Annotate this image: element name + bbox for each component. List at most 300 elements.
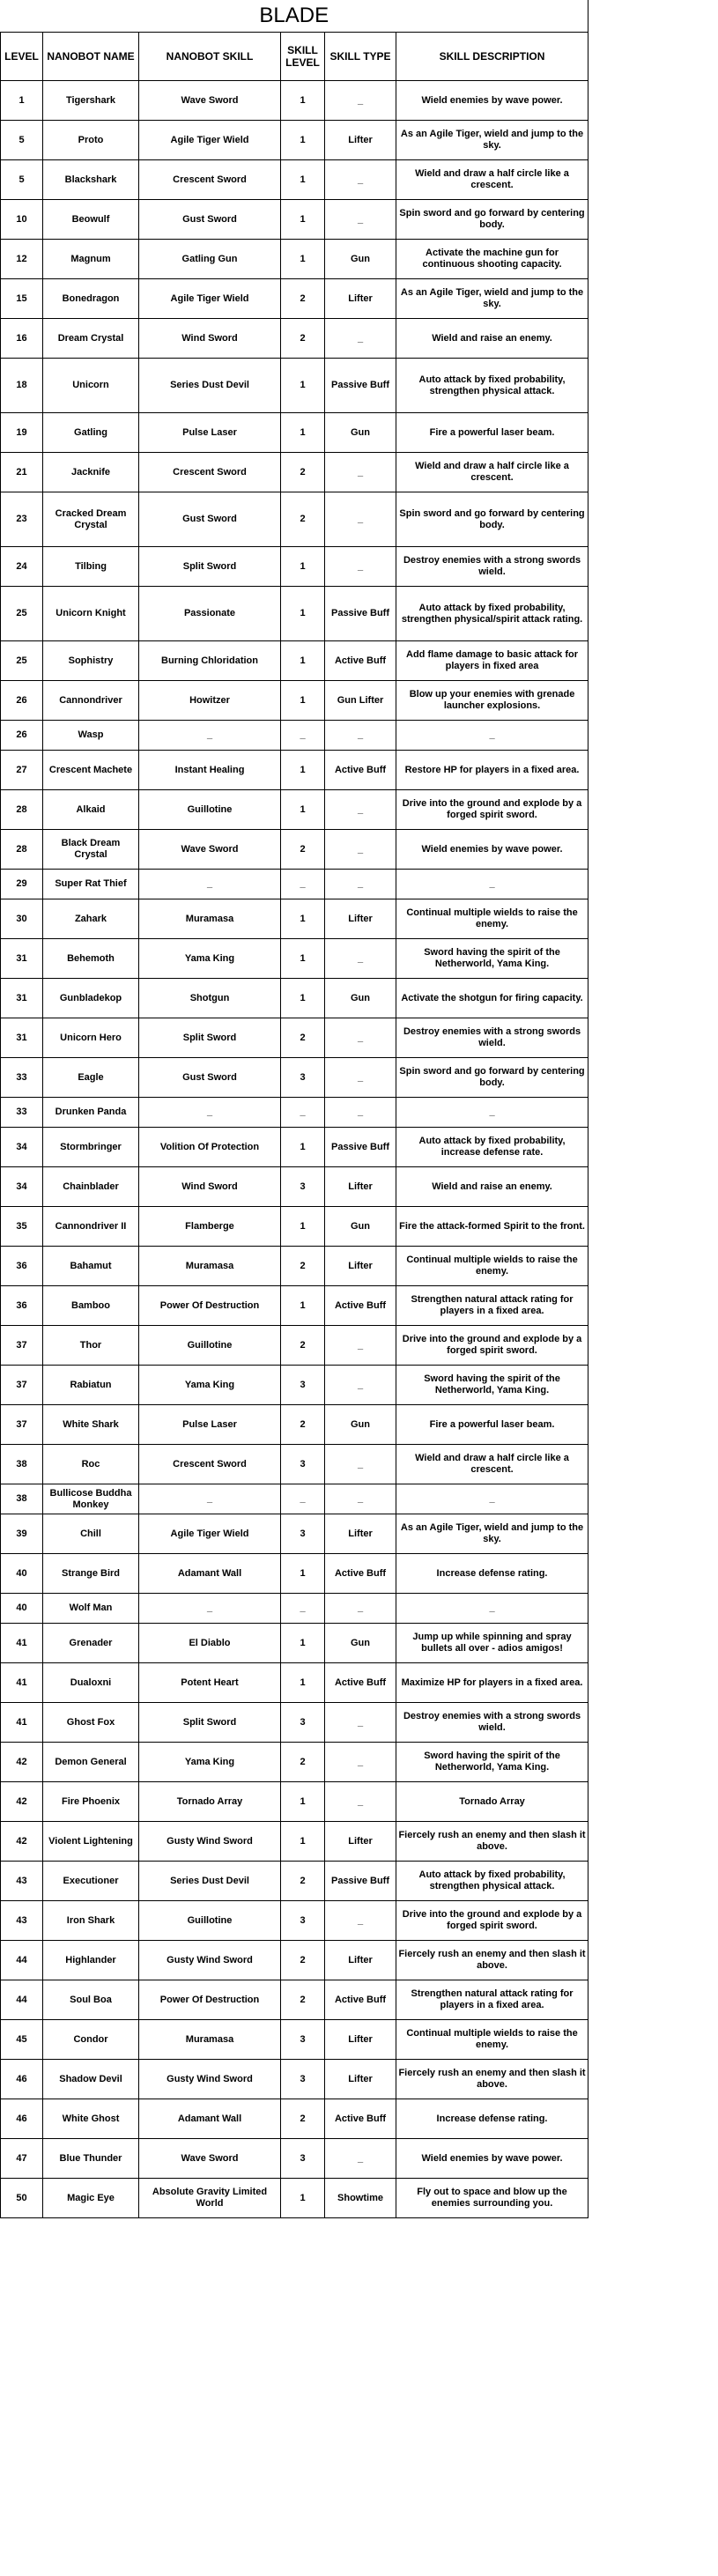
cell-nanobot-skill: El Diablo	[139, 1624, 281, 1663]
table-row	[1, 2060, 588, 2099]
cell-nanobot-skill: _	[139, 870, 281, 899]
cell-nanobot-skill: Split Sword	[139, 547, 281, 587]
table-row	[1, 830, 588, 870]
cell-skill-level: 1	[281, 1554, 325, 1594]
cell-skill-level: 3	[281, 2020, 325, 2060]
cell-nanobot-skill: Crescent Sword	[139, 453, 281, 492]
cell-skill-description: Auto attack by fixed probability, strengthen physical/spirit attack rating.	[396, 587, 588, 641]
cell-skill-level: 2	[281, 1247, 325, 1286]
cell-skill-description: Sword having the spirit of the Netherworld, Yama King.	[396, 1366, 588, 1405]
cell-level: 42	[1, 1782, 43, 1822]
cell-skill-type: _	[325, 1901, 396, 1941]
cell-nanobot-skill: Pulse Laser	[139, 1405, 281, 1445]
cell-skill-type: Passive Buff	[325, 587, 396, 641]
cell-nanobot-skill: Split Sword	[139, 1703, 281, 1743]
cell-nanobot-name: Ghost Fox	[43, 1703, 139, 1743]
cell-nanobot-skill: Muramasa	[139, 1247, 281, 1286]
cell-nanobot-name: Super Rat Thief	[43, 870, 139, 899]
cell-level: 40	[1, 1554, 43, 1594]
cell-skill-type: Lifter	[325, 1941, 396, 1980]
cell-skill-description: Drive into the ground and explode by a forged spirit sword.	[396, 1901, 588, 1941]
cell-nanobot-skill: Volition Of Protection	[139, 1128, 281, 1167]
cell-skill-description: Strengthen natural attack rating for players in a fixed area.	[396, 1286, 588, 1326]
cell-nanobot-skill: Muramasa	[139, 2020, 281, 2060]
cell-nanobot-skill: Power Of Destruction	[139, 1980, 281, 2020]
cell-nanobot-skill: Adamant Wall	[139, 2099, 281, 2139]
cell-nanobot-name: Thor	[43, 1326, 139, 1366]
table-body	[1, 81, 588, 2218]
cell-level: 33	[1, 1098, 43, 1128]
cell-skill-type: _	[325, 547, 396, 587]
cell-skill-type: Active Buff	[325, 751, 396, 790]
cell-skill-type: Gun	[325, 413, 396, 453]
cell-level: 12	[1, 240, 43, 279]
cell-level: 45	[1, 2020, 43, 2060]
cell-level: 26	[1, 681, 43, 721]
table-row	[1, 1167, 588, 1207]
cell-nanobot-skill: Gatling Gun	[139, 240, 281, 279]
cell-skill-description: Jump up while spinning and spray bullets all over - adios amigos!	[396, 1624, 588, 1663]
cell-skill-type: Gun Lifter	[325, 681, 396, 721]
cell-skill-level: 3	[281, 2139, 325, 2179]
cell-nanobot-skill: Pulse Laser	[139, 413, 281, 453]
table-row	[1, 319, 588, 359]
cell-skill-type: Gun	[325, 1405, 396, 1445]
cell-nanobot-skill: Guillotine	[139, 790, 281, 830]
cell-skill-level: _	[281, 870, 325, 899]
header-row	[1, 33, 588, 81]
cell-nanobot-name: Zahark	[43, 899, 139, 939]
cell-skill-level: 1	[281, 681, 325, 721]
cell-skill-description: Wield and draw a half circle like a crescent.	[396, 1445, 588, 1484]
cell-skill-level: 1	[281, 240, 325, 279]
table-row	[1, 1822, 588, 1862]
cell-level: 40	[1, 1594, 43, 1624]
cell-nanobot-name: Wasp	[43, 721, 139, 751]
cell-nanobot-skill: Muramasa	[139, 899, 281, 939]
table-row	[1, 1366, 588, 1405]
cell-level: 29	[1, 870, 43, 899]
cell-skill-level: 3	[281, 1703, 325, 1743]
cell-nanobot-name: Cannondriver	[43, 681, 139, 721]
cell-skill-description: Fire a powerful laser beam.	[396, 413, 588, 453]
table-row	[1, 492, 588, 547]
cell-nanobot-name: Highlander	[43, 1941, 139, 1980]
table-title: BLADE	[1, 0, 588, 33]
cell-nanobot-skill: Yama King	[139, 1366, 281, 1405]
cell-nanobot-name: Roc	[43, 1445, 139, 1484]
cell-skill-level: 3	[281, 1058, 325, 1098]
cell-nanobot-name: Drunken Panda	[43, 1098, 139, 1128]
cell-nanobot-skill: Wave Sword	[139, 830, 281, 870]
cell-nanobot-skill: Gust Sword	[139, 200, 281, 240]
table-row	[1, 453, 588, 492]
header-level: LEVEL	[1, 33, 43, 81]
cell-skill-level: 1	[281, 587, 325, 641]
cell-nanobot-name: Bullicose Buddha Monkey	[43, 1484, 139, 1514]
cell-skill-level: 1	[281, 1286, 325, 1326]
cell-skill-level: 1	[281, 790, 325, 830]
cell-nanobot-skill: Wave Sword	[139, 81, 281, 121]
cell-skill-description: Fiercely rush an enemy and then slash it above.	[396, 1822, 588, 1862]
cell-skill-description: Wield enemies by wave power.	[396, 2139, 588, 2179]
cell-nanobot-name: Sophistry	[43, 641, 139, 681]
table-row	[1, 1128, 588, 1167]
cell-skill-level: 2	[281, 1862, 325, 1901]
cell-nanobot-name: Magic Eye	[43, 2179, 139, 2218]
cell-nanobot-skill: Wind Sword	[139, 319, 281, 359]
cell-nanobot-skill: Split Sword	[139, 1018, 281, 1058]
cell-nanobot-name: Unicorn Knight	[43, 587, 139, 641]
table-row	[1, 1405, 588, 1445]
cell-nanobot-name: Bonedragon	[43, 279, 139, 319]
cell-skill-description: Strengthen natural attack rating for players in a fixed area.	[396, 1980, 588, 2020]
cell-skill-description: Sword having the spirit of the Netherworld, Yama King.	[396, 939, 588, 979]
cell-skill-type: _	[325, 830, 396, 870]
table-row	[1, 1624, 588, 1663]
cell-nanobot-skill: Yama King	[139, 1743, 281, 1782]
cell-skill-description: Spin sword and go forward by centering body.	[396, 492, 588, 547]
cell-level: 41	[1, 1703, 43, 1743]
cell-nanobot-skill: Guillotine	[139, 1326, 281, 1366]
cell-skill-level: 3	[281, 1445, 325, 1484]
cell-nanobot-skill: Howitzer	[139, 681, 281, 721]
cell-skill-type: _	[325, 1703, 396, 1743]
cell-skill-level: 2	[281, 453, 325, 492]
cell-skill-description: Sword having the spirit of the Netherworld, Yama King.	[396, 1743, 588, 1782]
cell-skill-type: Gun	[325, 240, 396, 279]
table-row	[1, 681, 588, 721]
cell-skill-type: Lifter	[325, 1514, 396, 1554]
cell-skill-level: _	[281, 1594, 325, 1624]
cell-level: 30	[1, 899, 43, 939]
cell-level: 25	[1, 641, 43, 681]
cell-skill-description: _	[396, 1098, 588, 1128]
cell-skill-type: _	[325, 492, 396, 547]
cell-skill-level: 1	[281, 1207, 325, 1247]
cell-level: 19	[1, 413, 43, 453]
table-row	[1, 1326, 588, 1366]
cell-nanobot-name: Crescent Machete	[43, 751, 139, 790]
cell-skill-type: Active Buff	[325, 1286, 396, 1326]
cell-skill-type: _	[325, 1326, 396, 1366]
cell-level: 43	[1, 1901, 43, 1941]
cell-level: 1	[1, 81, 43, 121]
cell-skill-type: Lifter	[325, 2060, 396, 2099]
table-row	[1, 240, 588, 279]
table-row	[1, 1594, 588, 1624]
cell-level: 16	[1, 319, 43, 359]
cell-skill-level: 1	[281, 81, 325, 121]
cell-skill-description: Blow up your enemies with grenade launcher explosions.	[396, 681, 588, 721]
cell-skill-type: Gun	[325, 1624, 396, 1663]
cell-skill-type: Lifter	[325, 1822, 396, 1862]
cell-skill-level: 2	[281, 2099, 325, 2139]
cell-skill-description: Wield enemies by wave power.	[396, 830, 588, 870]
cell-skill-level: 1	[281, 359, 325, 413]
table-row	[1, 587, 588, 641]
cell-skill-description: Fire a powerful laser beam.	[396, 1405, 588, 1445]
cell-skill-level: 3	[281, 1167, 325, 1207]
cell-skill-type: _	[325, 721, 396, 751]
table-row	[1, 200, 588, 240]
cell-nanobot-name: Executioner	[43, 1862, 139, 1901]
table-row	[1, 1901, 588, 1941]
table-row	[1, 413, 588, 453]
cell-skill-description: _	[396, 1484, 588, 1514]
cell-skill-level: 3	[281, 1514, 325, 1554]
table-row	[1, 1098, 588, 1128]
cell-skill-description: Fiercely rush an enemy and then slash it above.	[396, 1941, 588, 1980]
cell-level: 33	[1, 1058, 43, 1098]
cell-level: 31	[1, 939, 43, 979]
table-row	[1, 641, 588, 681]
cell-skill-description: Continual multiple wields to raise the enemy.	[396, 1247, 588, 1286]
cell-nanobot-skill: Series Dust Devil	[139, 359, 281, 413]
cell-level: 15	[1, 279, 43, 319]
table-row	[1, 121, 588, 160]
cell-skill-level: 2	[281, 830, 325, 870]
table-row	[1, 1058, 588, 1098]
cell-nanobot-skill: Shotgun	[139, 979, 281, 1018]
cell-nanobot-name: Shadow Devil	[43, 2060, 139, 2099]
cell-nanobot-name: Blue Thunder	[43, 2139, 139, 2179]
cell-skill-type: _	[325, 790, 396, 830]
cell-nanobot-name: Bamboo	[43, 1286, 139, 1326]
cell-nanobot-name: Unicorn Hero	[43, 1018, 139, 1058]
header-skill-type: SKILL TYPE	[325, 33, 396, 81]
cell-skill-description: _	[396, 870, 588, 899]
cell-nanobot-name: Wolf Man	[43, 1594, 139, 1624]
table-row	[1, 2099, 588, 2139]
cell-level: 27	[1, 751, 43, 790]
cell-skill-description: Fiercely rush an enemy and then slash it above.	[396, 2060, 588, 2099]
cell-skill-description: Spin sword and go forward by centering body.	[396, 200, 588, 240]
cell-skill-type: Lifter	[325, 121, 396, 160]
cell-skill-type: _	[325, 939, 396, 979]
cell-nanobot-name: Jacknife	[43, 453, 139, 492]
cell-skill-description: Increase defense rating.	[396, 1554, 588, 1594]
table-row	[1, 1703, 588, 1743]
cell-skill-description: Drive into the ground and explode by a forged spirit sword.	[396, 790, 588, 830]
cell-skill-level: 3	[281, 1901, 325, 1941]
table-row	[1, 1286, 588, 1326]
cell-nanobot-skill: _	[139, 721, 281, 751]
cell-level: 21	[1, 453, 43, 492]
cell-skill-level: 2	[281, 319, 325, 359]
cell-nanobot-skill: Agile Tiger Wield	[139, 121, 281, 160]
cell-nanobot-skill: Gust Sword	[139, 492, 281, 547]
cell-skill-level: 1	[281, 547, 325, 587]
table-row	[1, 899, 588, 939]
table-row	[1, 2179, 588, 2218]
table-row	[1, 721, 588, 751]
cell-level: 34	[1, 1167, 43, 1207]
cell-nanobot-skill: Passionate	[139, 587, 281, 641]
cell-level: 35	[1, 1207, 43, 1247]
cell-skill-type: _	[325, 2139, 396, 2179]
cell-nanobot-skill: Wind Sword	[139, 1167, 281, 1207]
cell-level: 43	[1, 1862, 43, 1901]
cell-nanobot-skill: Wave Sword	[139, 2139, 281, 2179]
cell-nanobot-name: Condor	[43, 2020, 139, 2060]
table-row	[1, 160, 588, 200]
cell-level: 50	[1, 2179, 43, 2218]
cell-level: 10	[1, 200, 43, 240]
cell-skill-level: _	[281, 1098, 325, 1128]
cell-skill-level: 2	[281, 1941, 325, 1980]
cell-skill-description: Maximize HP for players in a fixed area.	[396, 1663, 588, 1703]
table-row	[1, 1980, 588, 2020]
cell-skill-type: Gun	[325, 1207, 396, 1247]
cell-skill-description: Tornado Array	[396, 1782, 588, 1822]
cell-level: 25	[1, 587, 43, 641]
cell-skill-type: Gun	[325, 979, 396, 1018]
table-row	[1, 1941, 588, 1980]
table-row	[1, 790, 588, 830]
cell-skill-description: Destroy enemies with a strong swords wield.	[396, 547, 588, 587]
cell-level: 31	[1, 979, 43, 1018]
cell-nanobot-name: Gatling	[43, 413, 139, 453]
cell-skill-type: _	[325, 1594, 396, 1624]
table-row	[1, 751, 588, 790]
cell-skill-level: 1	[281, 751, 325, 790]
cell-level: 36	[1, 1286, 43, 1326]
cell-skill-description: Wield and raise an enemy.	[396, 1167, 588, 1207]
cell-skill-type: _	[325, 1018, 396, 1058]
cell-skill-type: Lifter	[325, 899, 396, 939]
cell-skill-type: Active Buff	[325, 2099, 396, 2139]
cell-nanobot-name: Rabiatun	[43, 1366, 139, 1405]
cell-skill-description: Wield enemies by wave power.	[396, 81, 588, 121]
cell-nanobot-name: Grenader	[43, 1624, 139, 1663]
cell-skill-type: Active Buff	[325, 641, 396, 681]
cell-skill-type: _	[325, 1098, 396, 1128]
cell-skill-description: Activate the shotgun for firing capacity.	[396, 979, 588, 1018]
cell-skill-level: 1	[281, 641, 325, 681]
cell-skill-level: 1	[281, 1128, 325, 1167]
cell-skill-type: _	[325, 81, 396, 121]
cell-nanobot-name: Soul Boa	[43, 1980, 139, 2020]
cell-level: 37	[1, 1405, 43, 1445]
cell-level: 28	[1, 830, 43, 870]
cell-skill-description: Continual multiple wields to raise the enemy.	[396, 899, 588, 939]
cell-skill-level: 1	[281, 1782, 325, 1822]
cell-nanobot-name: Proto	[43, 121, 139, 160]
cell-nanobot-name: Eagle	[43, 1058, 139, 1098]
cell-level: 28	[1, 790, 43, 830]
cell-level: 5	[1, 121, 43, 160]
cell-level: 42	[1, 1822, 43, 1862]
cell-skill-level: 1	[281, 2179, 325, 2218]
table-row	[1, 979, 588, 1018]
cell-skill-level: 2	[281, 279, 325, 319]
cell-level: 31	[1, 1018, 43, 1058]
cell-skill-description: Auto attack by fixed probability, increase defense rate.	[396, 1128, 588, 1167]
cell-nanobot-skill: Burning Chloridation	[139, 641, 281, 681]
cell-nanobot-name: Strange Bird	[43, 1554, 139, 1594]
cell-nanobot-name: Tigershark	[43, 81, 139, 121]
table-row	[1, 279, 588, 319]
cell-nanobot-skill: _	[139, 1098, 281, 1128]
cell-level: 38	[1, 1484, 43, 1514]
cell-skill-level: 2	[281, 1326, 325, 1366]
cell-skill-level: 1	[281, 1663, 325, 1703]
cell-skill-description: Increase defense rating.	[396, 2099, 588, 2139]
cell-level: 44	[1, 1980, 43, 2020]
cell-skill-type: _	[325, 1445, 396, 1484]
cell-level: 41	[1, 1663, 43, 1703]
cell-skill-level: 2	[281, 1405, 325, 1445]
cell-nanobot-name: Gunbladekop	[43, 979, 139, 1018]
table-row	[1, 1207, 588, 1247]
cell-nanobot-name: Cracked Dream Crystal	[43, 492, 139, 547]
cell-skill-level: 1	[281, 413, 325, 453]
cell-skill-description: Auto attack by fixed probability, strengthen physical attack.	[396, 359, 588, 413]
cell-skill-level: 2	[281, 1018, 325, 1058]
cell-skill-type: Active Buff	[325, 1663, 396, 1703]
cell-nanobot-name: Iron Shark	[43, 1901, 139, 1941]
table-row	[1, 1862, 588, 1901]
cell-skill-description: Destroy enemies with a strong swords wield.	[396, 1703, 588, 1743]
table-row	[1, 547, 588, 587]
cell-level: 47	[1, 2139, 43, 2179]
cell-nanobot-name: White Shark	[43, 1405, 139, 1445]
cell-nanobot-skill: Absolute Gravity Limited World	[139, 2179, 281, 2218]
cell-skill-description: Fire the attack-formed Spirit to the front.	[396, 1207, 588, 1247]
cell-skill-level: 2	[281, 1980, 325, 2020]
cell-nanobot-skill: Crescent Sword	[139, 1445, 281, 1484]
cell-nanobot-skill: Guillotine	[139, 1901, 281, 1941]
cell-skill-level: 1	[281, 200, 325, 240]
cell-skill-level: 2	[281, 492, 325, 547]
table-row	[1, 1782, 588, 1822]
cell-skill-description: As an Agile Tiger, wield and jump to the sky.	[396, 1514, 588, 1554]
cell-skill-description: As an Agile Tiger, wield and jump to the sky.	[396, 121, 588, 160]
cell-nanobot-skill: Power Of Destruction	[139, 1286, 281, 1326]
cell-skill-level: 1	[281, 979, 325, 1018]
cell-skill-type: Lifter	[325, 279, 396, 319]
cell-nanobot-skill: Adamant Wall	[139, 1554, 281, 1594]
table-row	[1, 870, 588, 899]
cell-skill-level: 3	[281, 1366, 325, 1405]
table-row	[1, 359, 588, 413]
cell-nanobot-skill: Agile Tiger Wield	[139, 1514, 281, 1554]
cell-skill-level: 1	[281, 1624, 325, 1663]
cell-skill-level: _	[281, 1484, 325, 1514]
table-row	[1, 1018, 588, 1058]
cell-skill-type: _	[325, 1366, 396, 1405]
cell-skill-description: Wield and raise an enemy.	[396, 319, 588, 359]
cell-level: 24	[1, 547, 43, 587]
cell-skill-type: _	[325, 1484, 396, 1514]
table-row	[1, 1663, 588, 1703]
cell-level: 26	[1, 721, 43, 751]
cell-skill-type: Lifter	[325, 2020, 396, 2060]
cell-level: 44	[1, 1941, 43, 1980]
cell-nanobot-skill: Agile Tiger Wield	[139, 279, 281, 319]
cell-skill-type: _	[325, 453, 396, 492]
cell-skill-description: Spin sword and go forward by centering body.	[396, 1058, 588, 1098]
cell-skill-type: Lifter	[325, 1247, 396, 1286]
cell-skill-type: Showtime	[325, 2179, 396, 2218]
table-row	[1, 1247, 588, 1286]
cell-skill-description: Activate the machine gun for continuous shooting capacity.	[396, 240, 588, 279]
cell-skill-description: Fly out to space and blow up the enemies surrounding you.	[396, 2179, 588, 2218]
cell-nanobot-name: Black Dream Crystal	[43, 830, 139, 870]
table-row	[1, 2020, 588, 2060]
cell-nanobot-name: Cannondriver II	[43, 1207, 139, 1247]
